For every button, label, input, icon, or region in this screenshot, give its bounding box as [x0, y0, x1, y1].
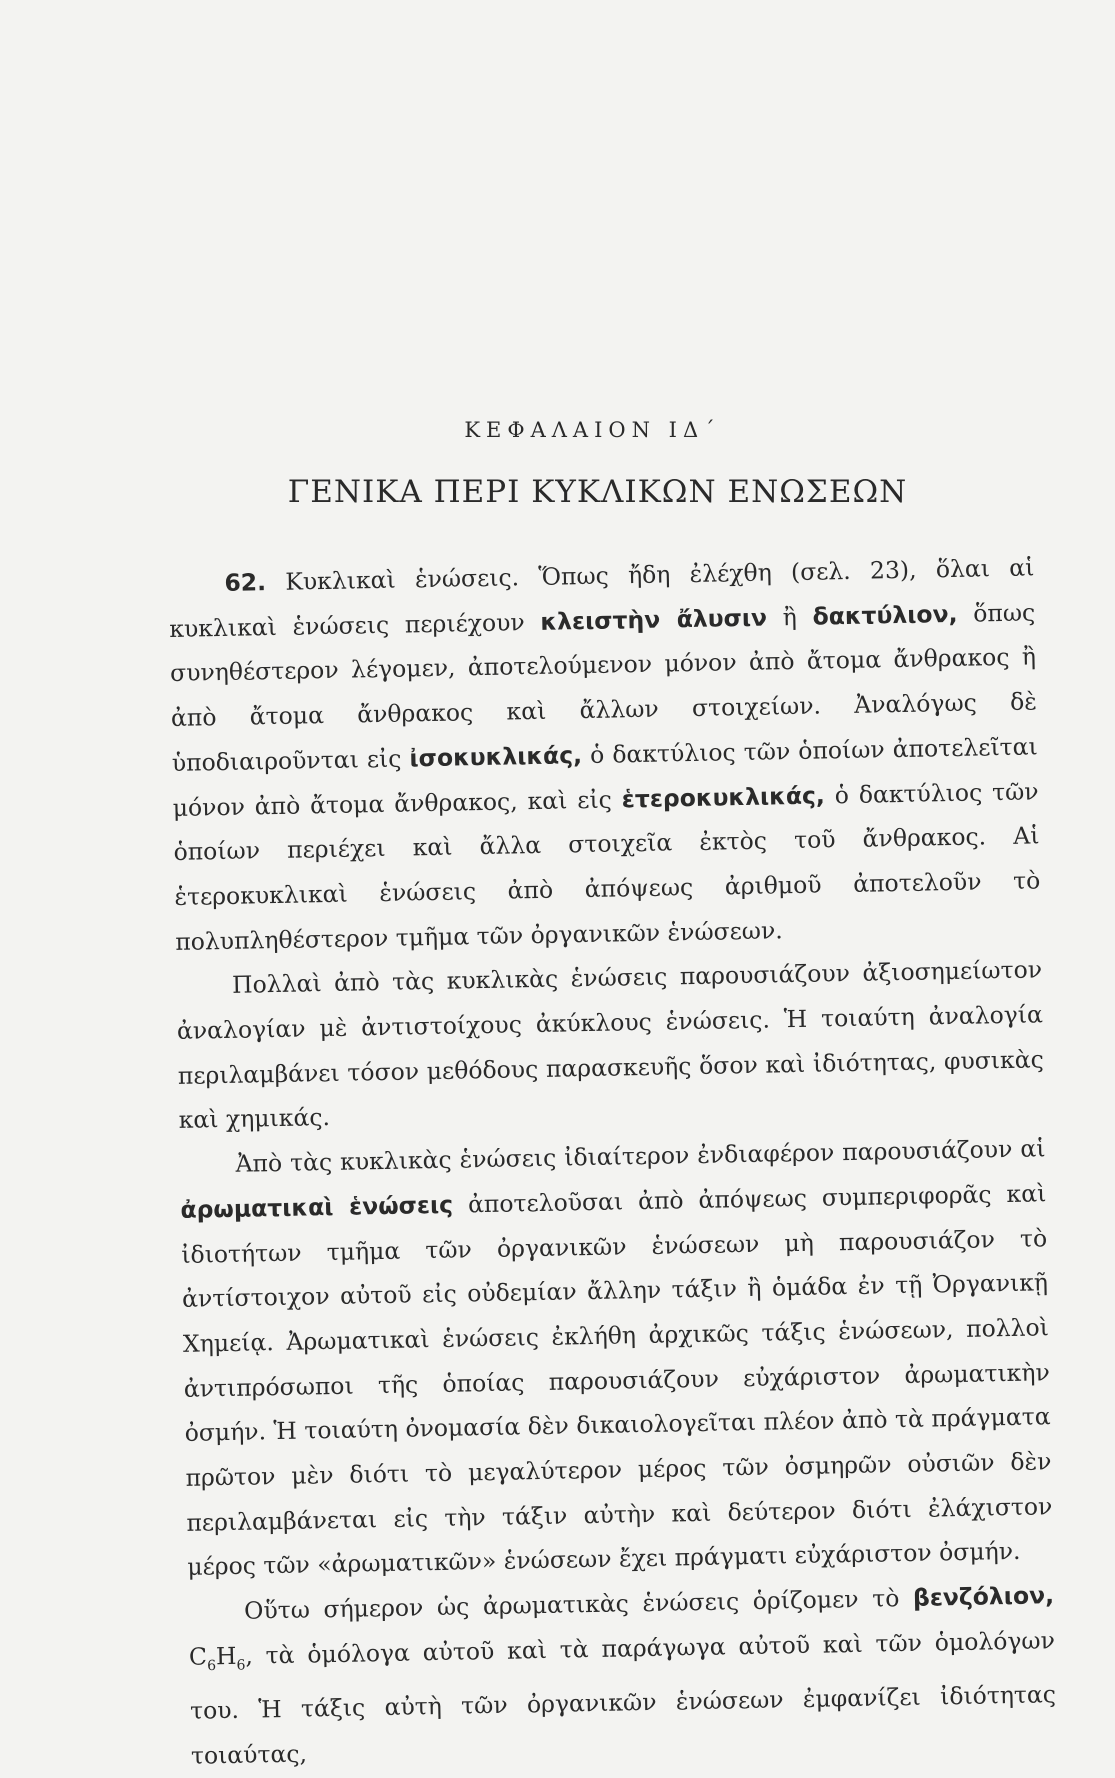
p1-text-2: ἢ	[766, 602, 813, 632]
paragraph-3	[179, 1126, 1053, 1590]
p3-text-2: ἀποτελοῦσαι ἀπὸ ἀπόψεως συμπεριφορᾶς καὶ ἰδιοτήτων τμῆμα τῶν ὀργανικῶν ἑνώσεων μὴ παρουσιάζον τὸ ἀντίστοιχον αὐτοῦ εἰς οὐδεμίαν ἄλλην τάξιν ἢ ὁμάδα ἐν τῇ Ὀργανικῇ Χημείᾳ. Ἀρωματικαὶ ἑνώσεις ἐκλήθη ἀρχικῶς τάξις ἑνώσεων, πολλοὶ ἀντιπρόσωποι τῆς ὁποίας παρουσιάζουν εὐχάριστον ἀρωματικὴν ὀσμήν. Ἡ τοιαύτη ὀνομασία δὲν δικαιολογεῖται πλέον ἀπὸ τὰ πράγματα πρῶτον μὲν διότι τὸ μεγαλύτερον μέρος τῶν ὀσμηρῶν οὐσιῶν δὲν περιλαμβάνεται εἰς τὴν τάξιν αὐτὴν καὶ δεύτερον διότι ἐλάχιστον μέρος τῶν «ἀρωματικῶν» ἑνώσεων ἔχει πράγματι εὐχάριστον ὀσμήν.	[181, 1179, 1053, 1582]
formula-carbon-count: 6	[207, 1657, 217, 1675]
section-number: 62.	[224, 568, 267, 597]
formula-hydrogen-count: 6	[236, 1657, 246, 1674]
benzene-formula	[188, 1641, 246, 1675]
term-isocyclic: ἰσοκυκλικάς,	[409, 740, 583, 773]
term-heterocyclic: ἑτεροκυκλικάς,	[621, 780, 826, 813]
p4-text-2: , τὰ ὁμόλογα αὐτοῦ καὶ τὰ παράγωγα αὐτοῦ καὶ τῶν ὁμολόγων του. Ἡ τάξις αὐτὴ τῶν ὀργανικῶν ἑνώσεων ἐμφανίζει ἰδιότητας τοιαύτας,	[189, 1626, 1057, 1770]
paragraph-1	[168, 545, 1042, 964]
term-ring: δακτύλιον,	[812, 599, 958, 631]
paragraph-4	[188, 1573, 1057, 1778]
formula-hydrogen: H	[215, 1641, 237, 1671]
chapter-label: ΚΕΦΑΛΑΙΟΝ ΙΔ΄	[464, 418, 721, 442]
term-closed-chain: κλειστὴν ἄλυσιν	[540, 603, 768, 636]
paragraph-2: Πολλαὶ ἀπὸ τὰς κυκλικὰς ἑνώσεις παρουσιάζουν ἀξιοσημείωτον ἀναλογίαν μὲ ἀντιστοίχους ἀκύκλους ἑνώσεις. Ἡ τοιαύτη ἀναλογία περιλαμβάνει τόσον μεθόδους παρασκευῆς ὅσον καὶ ἰδιότητας, φυσικὰς καὶ χημικάς.	[176, 955, 1044, 1135]
p1-text-4: ὁ δακτύλιος τῶν ὁποίων ἀποτελεῖται μόνον ἀπὸ ἄτομα ἄνθρακος, καὶ εἰς	[172, 732, 1038, 822]
p1-text-5: ὁ δακτύλιος τῶν ὁποίων περιέχει καὶ ἄλλα στοιχεῖα ἐκτὸς τοῦ ἄνθρακος. Αἱ ἑτεροκυκλικαὶ ἑνώσεις ἀπὸ ἀπόψεως ἀριθμοῦ ἀποτελοῦν τὸ πολυπληθέστερον τμῆμα τῶν ὀργανικῶν ἑνώσεων.	[173, 776, 1041, 956]
formula-carbon: C	[188, 1642, 208, 1671]
p1-text-1: Ὅπως ἤδη ἐλέχθη (σελ. 23), ὅλαι αἱ κυκλικαὶ ἑνώσεις περιέχουν	[169, 553, 1035, 643]
p1-text-3: ὅπως συνηθέστερον λέγομεν, ἀποτελούμενον μόνον ἀπὸ ἄτομα ἄνθρακος ἢ ἀπὸ ἄτομα ἄνθρακος καὶ ἄλλων στοιχείων. Ἀναλόγως δὲ ὑποδιαιροῦνται εἰς	[169, 598, 1038, 777]
chapter-body	[168, 545, 1057, 1778]
section-heading: Κυκλικαὶ ἑνώσεις.	[285, 563, 520, 596]
term-aromatic-compounds: ἀρωματικαὶ ἑνώσεις	[180, 1190, 454, 1224]
p4-text-1: Οὕτω σήμερον ὡς ἀρωματικὰς ἑνώσεις ὁρίζομεν τὸ	[243, 1584, 914, 1625]
term-benzene: βενζόλιον,	[912, 1581, 1055, 1613]
p3-text-1: Ἀπὸ τὰς κυκλικὰς ἑνώσεις ἰδιαίτερον ἐνδιαφέρον παρουσιάζουν αἱ	[235, 1134, 1046, 1178]
chapter-title: ΓΕΝΙΚΑ ΠΕΡΙ ΚΥΚΛΙΚΩΝ ΕΝΩΣΕΩΝ	[287, 474, 908, 510]
